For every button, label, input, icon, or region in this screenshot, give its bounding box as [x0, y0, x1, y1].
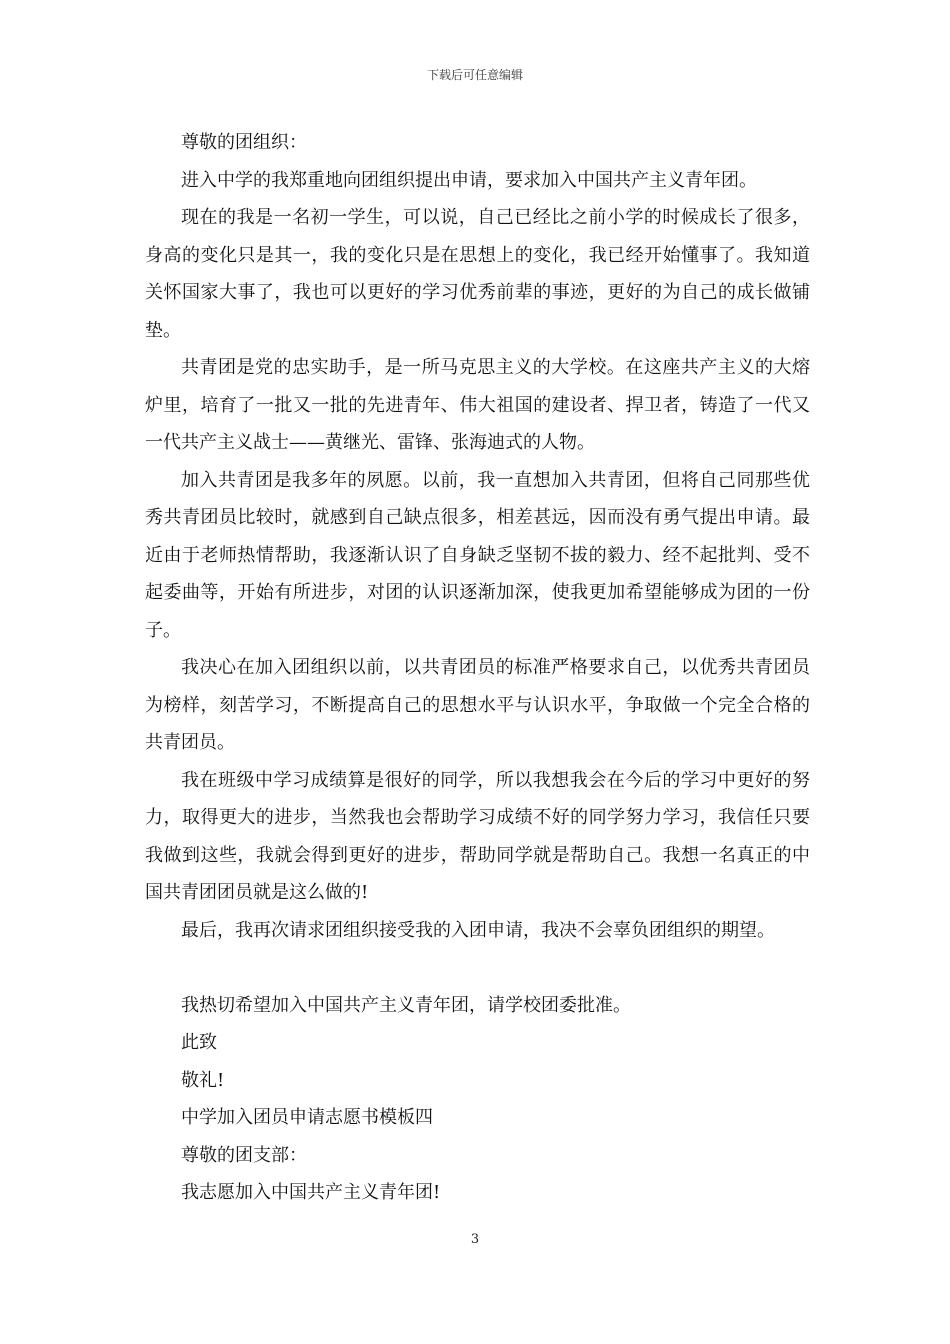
closing-greeting: 此致	[181, 1032, 217, 1053]
paragraph-league-description: 共青团是党的忠实助手，是一所马克思主义的大学校。在这座共产主义的大熔炉里，培育了一批又一批的先进青年、伟大祖国的建设者、捍卫者，铸造了一代又一代共产主义战士——黄继光、雷锋、张海迪式的人物。	[145, 357, 810, 453]
paragraph-application: 进入中学的我郑重地向团组织提出申请，要求加入中国共产主义青年团。	[181, 169, 757, 191]
paragraph-volunteer: 我志愿加入中国共产主义青年团!	[181, 1182, 441, 1203]
paragraph-long-wish: 加入共青团是我多年的夙愿。以前，我一直想加入共青团，但将自己同那些优秀共青团员比较时，就感到自己缺点很多，相差甚远，因而没有勇气提出申请。最近由于老师热情帮助，我逐渐认识了自身缺乏坚韧不拔的毅力、经不起批判、受不起委曲等，开始有所进步，对团的认识逐渐加深，使我更加希望能够成为团的一份子。	[145, 469, 810, 641]
salutation: 尊敬的团组织：	[181, 132, 307, 153]
paragraph-study: 我在班级中学习成绩算是很好的同学，所以我想我会在今后的学习中更好的努力，取得更大的进步，当然我也会帮助学习成绩不好的同学努力学习，我信任只要我做到这些，我就会得到更好的进步，帮助同学就是帮助自己。我想一名真正的中国共青团团员就是这么做的!	[145, 769, 810, 903]
paragraph-self-growth: 现在的我是一名初一学生，可以说，自己已经比之前小学的时候成长了很多，身高的变化只是其一，我的变化只是在思想上的变化，我已经开始懂事了。我知道关怀国家大事了，我也可以更好的学习优秀前辈的事迹，更好的为自己的成长做铺垫。	[145, 207, 810, 341]
paragraph-hope: 我热切希望加入中国共产主义青年团，请学校团委批准。	[181, 994, 631, 1016]
document-body	[145, 124, 810, 1212]
paragraph-request: 最后，我再次请求团组织接受我的入团申请，我决不会辜负团组织的期望。	[181, 919, 775, 941]
page-number: 3	[470, 1232, 480, 1247]
closing-salute: 敬礼!	[181, 1069, 225, 1091]
salutation-branch: 尊敬的团支部：	[181, 1144, 307, 1166]
blank-line	[145, 949, 810, 987]
template-title: 中学加入团员申请志愿书模板四	[181, 1107, 433, 1128]
paragraph-determination: 我决心在加入团组织以前，以共青团员的标准严格要求自己，以优秀共青团员为榜样，刻苦学习，不断提高自己的思想水平与认识水平，争取做一个完全合格的共青团员。	[145, 657, 810, 753]
page-header: 下载后可任意编辑	[426, 68, 523, 82]
